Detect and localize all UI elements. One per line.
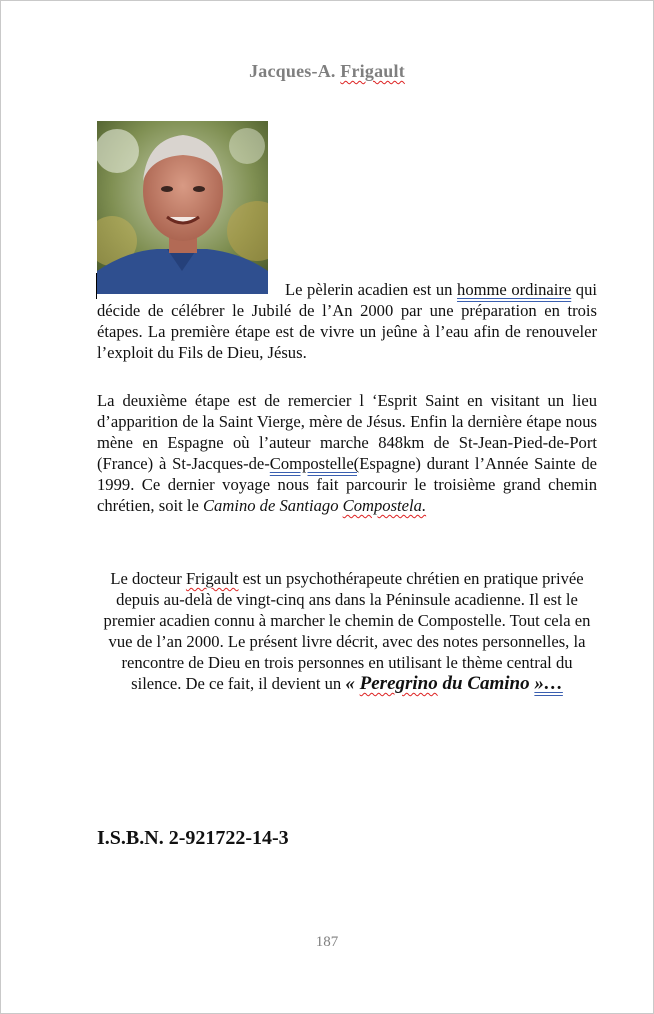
para1-underlined-phrase: homme ordinaire (457, 280, 572, 299)
para2-italic-1: Camino de Santiago (202, 496, 343, 515)
paragraph-3 (97, 568, 597, 694)
open-guillemet: « (345, 673, 360, 694)
isbn-line: I.S.B.N. 2-921722-14-3 (97, 827, 289, 849)
paragraph-2 (97, 390, 597, 516)
du-camino-words: du Camino (437, 673, 535, 694)
author-first: Jacques-A. (249, 61, 341, 81)
para2-text-2: Espagne) durant l’Année Sainte de 1999. Ce dernier voyage nous fait parcourir le troisième grand chemin chrétien, soit le (97, 454, 598, 515)
para2-text-1: La deuxième étape est de remercier l ‘Esprit Saint en visitant un lieu d’apparition de la Saint Vierge, mère de Jésus. Enfin la dernière étape nous mène en Espagne où l’auteur marche 848km de St-Jean-Pied-de-Port (France) à St-Jacques-de- (97, 391, 597, 473)
para1-text-1: Le pèlerin acadien est un (285, 280, 458, 299)
peregrino-word: Peregrino (359, 673, 438, 694)
para1-text-2: qui décide de célébrer le Jubilé de l’An 2000 par une préparation en trois étapes. La première étape est de vivre un jeûne à l’eau afin de renouveler l’exploit du Fils de Dieu, Jésus. (97, 280, 597, 362)
para3-text-2: est un psychothérapeute chrétien en pratique privée depuis au-delà de vingt-cinq ans dans la Péninsule acadienne. Il est le premier acadien connu à marcher le chemin de Compostelle. Tout cela en vue de l’an 2000. Le présent livre décrit, avec des notes personnelles, la rencontre de Dieu en trois personnes en utilisant le thème central du silence. De ce fait, il devient un (103, 569, 591, 693)
page-number: 187 (315, 934, 339, 950)
peregrino-phrase (345, 673, 562, 694)
paragraph-1 (97, 279, 597, 363)
author-last: Frigault (340, 61, 405, 81)
close-guillemet: »… (534, 673, 563, 694)
portrait-image (97, 121, 268, 294)
author-portrait-photo (97, 121, 268, 294)
para2-underlined-word: Compostelle( (269, 454, 360, 473)
para3-name: Frigault (185, 569, 239, 588)
para3-text-1: Le docteur (110, 569, 186, 588)
para2-italic-2: Compostela. (342, 496, 427, 515)
running-header (1, 61, 653, 82)
